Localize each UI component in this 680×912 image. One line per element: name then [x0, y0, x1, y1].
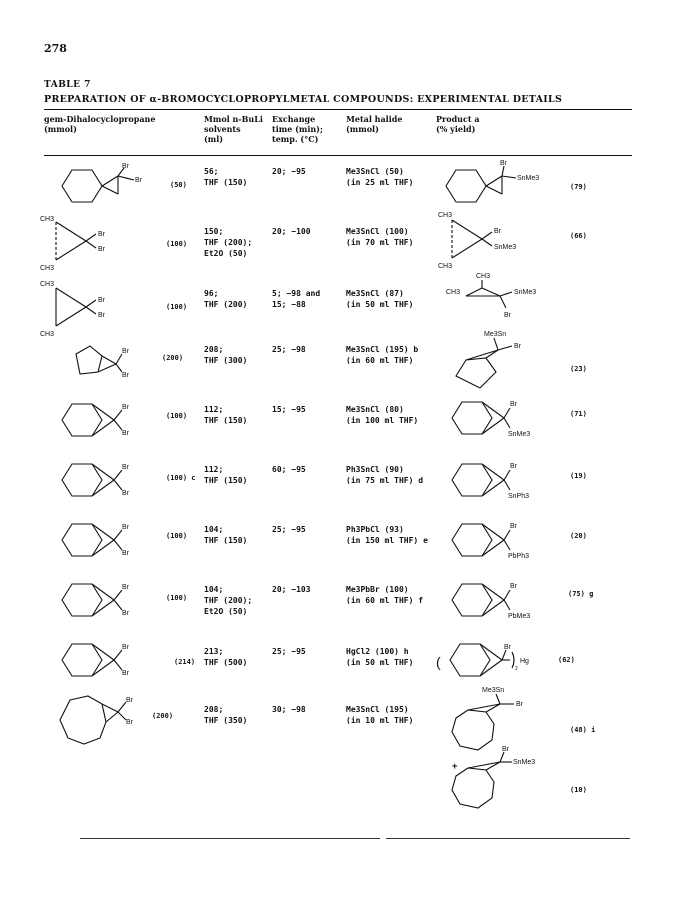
table-top-rule	[44, 109, 632, 110]
product-structure-1	[440, 158, 560, 208]
ch3-label: CH3	[40, 281, 55, 288]
snme3-label: SnMe3	[513, 759, 536, 766]
product-yield: (79)	[570, 183, 587, 191]
buli-cell: 56; THF (150)	[204, 167, 248, 187]
br-label: Br	[516, 701, 523, 708]
reactant-mmol: (100)	[166, 594, 188, 602]
buli-cell: 112; THF (150)	[204, 405, 248, 425]
snme3-label: SnMe3	[494, 244, 517, 251]
open-paren: (	[436, 654, 441, 670]
reactant-structure-3	[38, 276, 138, 338]
br-label: Br	[122, 430, 129, 437]
br-label: Br	[122, 584, 129, 591]
table-title: PREPARATION OF α-BROMOCYCLOPROPYLMETAL COMPOUNDS: EXPERIMENTAL DETAILS	[44, 94, 563, 105]
snme3-label: SnMe3	[514, 289, 537, 296]
buli-cell: 150; THF (200); Et2O (50)	[204, 227, 253, 258]
plus-sign: +	[452, 762, 458, 772]
ch3-label: CH3	[446, 289, 461, 296]
header-metal-halide: Metal halide (mmol)	[346, 114, 403, 134]
br-label: Br	[122, 524, 129, 531]
br-label: Br	[135, 177, 142, 184]
reactant-mmol: (100) c	[166, 474, 196, 482]
table-label: TABLE 7	[44, 80, 91, 90]
header-product: Product a (% yield)	[436, 114, 480, 134]
product-yield: (19)	[570, 472, 587, 480]
halide-cell: HgCl2 (100) h (in 50 ml THF)	[346, 647, 414, 667]
product-yield: (20)	[570, 532, 587, 540]
halide-cell: Ph3SnCl (90) (in 75 ml THF) d	[346, 465, 424, 485]
product-structure-4	[450, 326, 560, 396]
product-structure-10b	[446, 746, 566, 812]
br-label: Br	[122, 372, 129, 379]
halide-cell: Me3SnCl (195) (in 10 ml THF)	[346, 705, 414, 725]
br-label: Br	[126, 719, 133, 726]
product-yield: (23)	[570, 365, 587, 373]
br-label: Br	[126, 697, 133, 704]
reactant-mmol: (100)	[166, 240, 188, 248]
br-label: Br	[510, 583, 517, 590]
reactant-mmol: (100)	[166, 532, 188, 540]
halide-cell: Me3SnCl (87) (in 50 ml THF)	[346, 289, 414, 309]
br-label: Br	[122, 550, 129, 557]
product-yield: (62)	[558, 656, 575, 664]
exchange-cell: 15; −95	[272, 405, 306, 414]
reactant-structure-6	[56, 456, 166, 508]
me3sn-label: Me3Sn	[482, 687, 505, 694]
br-label: Br	[98, 231, 105, 238]
halide-cell: Me3SnCl (195) b (in 60 ml THF)	[346, 345, 419, 365]
header-bottom-rule	[44, 155, 632, 156]
br-label: Br	[122, 404, 129, 411]
reactant-structure-5	[56, 396, 166, 448]
product-structure-3	[446, 270, 566, 326]
product-yield: (71)	[570, 410, 587, 418]
br-label: Br	[504, 312, 511, 319]
product-yield: (48) i	[570, 726, 596, 734]
br-label: Br	[122, 464, 129, 471]
buli-cell: 213; THF (500)	[204, 647, 248, 667]
subscript-2: 2	[515, 666, 518, 672]
halide-cell: Me3SnCl (50) (in 25 ml THF)	[346, 167, 414, 187]
br-label: Br	[98, 246, 105, 253]
buli-cell: 208; THF (300)	[204, 345, 248, 365]
product-yield: (75) g	[568, 590, 594, 598]
reactant-structure-7	[56, 516, 166, 568]
reactant-mmol: (200)	[162, 354, 184, 362]
product-structure-9	[436, 636, 566, 688]
br-label: Br	[500, 160, 507, 167]
br-label: Br	[510, 463, 517, 470]
buli-cell: 104; THF (150)	[204, 525, 248, 545]
footer-rule-right	[386, 838, 630, 839]
reactant-mmol: (200)	[152, 712, 174, 720]
footer-rule-left	[80, 838, 380, 839]
br-label: Br	[494, 228, 501, 235]
product-structure-2	[436, 206, 556, 272]
product-yield-minor: (10)	[570, 786, 587, 794]
br-label: Br	[122, 670, 129, 677]
snph3-label: SnPh3	[508, 493, 530, 500]
product-structure-8	[446, 574, 566, 628]
reactant-mmol: (100)	[166, 303, 188, 311]
page-number: 278	[44, 42, 67, 55]
exchange-cell: 25; −95	[272, 525, 306, 534]
snme3-label: SnMe3	[508, 431, 531, 438]
hg-label: Hg	[520, 658, 529, 665]
exchange-cell: 25; −98	[272, 345, 306, 354]
br-label: Br	[122, 163, 129, 170]
br-label: Br	[510, 401, 517, 408]
reactant-structure-1	[52, 160, 162, 210]
reactant-structure-9	[56, 636, 166, 688]
reactant-structure-8	[56, 576, 166, 628]
br-label: Br	[514, 343, 521, 350]
ch3-label: CH3	[40, 265, 55, 272]
exchange-cell: 5; −98 and 15; −88	[272, 289, 321, 309]
header-dihalocyclopropane: gem-Dihalocyclopropane (mmol)	[44, 114, 156, 134]
pbph3-label: PbPh3	[508, 553, 530, 560]
product-structure-6	[446, 454, 566, 508]
ch3-label: CH3	[438, 263, 453, 270]
buli-cell: 208; THF (350)	[204, 705, 248, 725]
pbme3-label: PbMe3	[508, 613, 531, 620]
br-label: Br	[122, 348, 129, 355]
br-label: Br	[122, 610, 129, 617]
halide-cell: Me3SnCl (80) (in 100 ml THF)	[346, 405, 419, 425]
reactant-structure-4	[60, 340, 160, 392]
reactant-mmol: (100)	[166, 412, 188, 420]
exchange-cell: 20; −103	[272, 585, 311, 594]
br-label: Br	[502, 746, 509, 753]
product-structure-10a	[446, 684, 566, 754]
br-label: Br	[504, 644, 511, 651]
br-label: Br	[98, 297, 105, 304]
halide-cell: Me3SnCl (100) (in 70 ml THF)	[346, 227, 414, 247]
exchange-cell: 20; −95	[272, 167, 306, 176]
exchange-cell: 25; −95	[272, 647, 306, 656]
snme3-label: SnMe3	[517, 175, 540, 182]
exchange-cell: 20; −100	[272, 227, 311, 236]
product-yield: (66)	[570, 232, 587, 240]
ch3-label: CH3	[40, 216, 55, 223]
buli-cell: 104; THF (200); Et2O (50)	[204, 585, 253, 616]
product-structure-7	[446, 514, 566, 568]
buli-cell: 96; THF (200)	[204, 289, 248, 309]
header-exchange: Exchange time (min); temp. (°C)	[272, 114, 323, 144]
reactant-structure-10	[56, 694, 166, 750]
exchange-cell: 30; −98	[272, 705, 306, 714]
reactant-mmol: (214)	[174, 658, 196, 666]
br-label: Br	[122, 490, 129, 497]
halide-cell: Me3PbBr (100) (in 60 ml THF) f	[346, 585, 424, 605]
product-structure-5	[446, 392, 566, 446]
exchange-cell: 60; −95	[272, 465, 306, 474]
br-label: Br	[122, 644, 129, 651]
reactant-mmol: (50)	[170, 181, 187, 189]
ch3-label: CH3	[40, 331, 55, 338]
ch3-label: CH3	[476, 273, 491, 280]
halide-cell: Ph3PbCl (93) (in 150 ml THF) e	[346, 525, 428, 545]
reactant-structure-2	[38, 212, 138, 272]
ch3-label: CH3	[438, 212, 453, 219]
me3sn-label: Me3Sn	[484, 331, 507, 338]
br-label: Br	[98, 312, 105, 319]
header-nbuli: Mmol n-BuLi solvents (ml)	[204, 114, 263, 144]
buli-cell: 112; THF (150)	[204, 465, 248, 485]
br-label: Br	[510, 523, 517, 530]
